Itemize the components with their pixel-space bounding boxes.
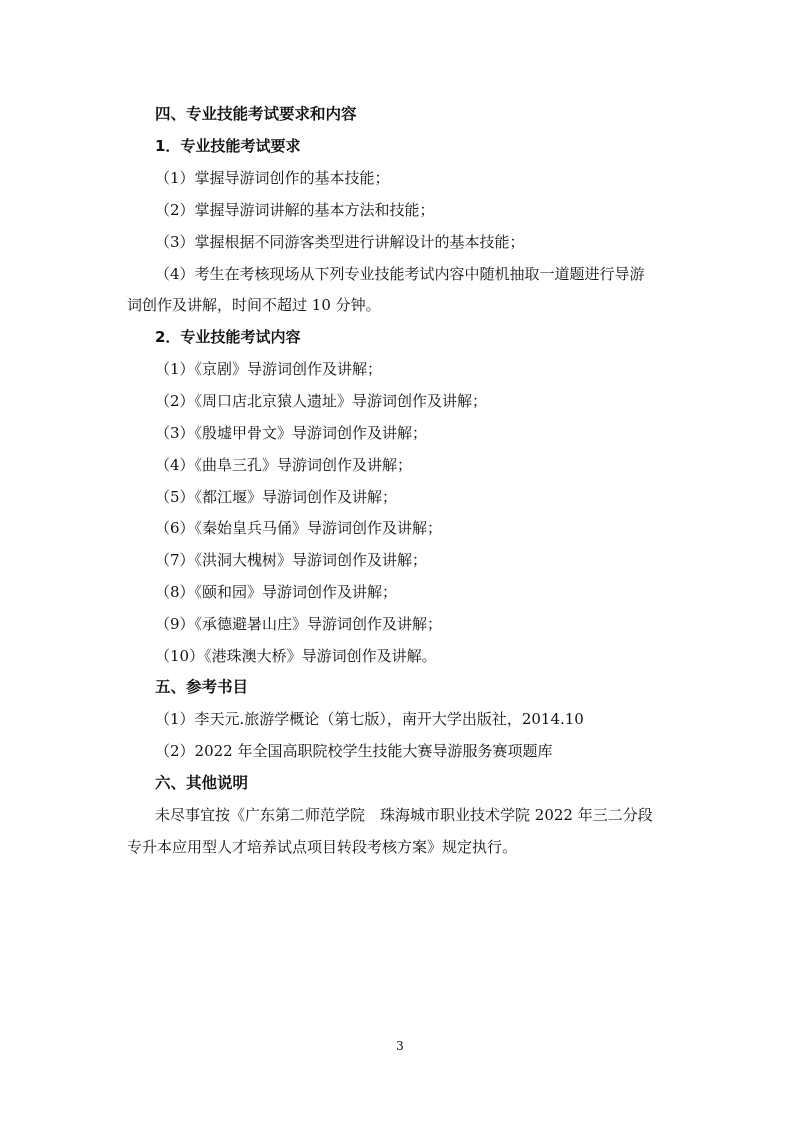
content-item: （9）《承德避暑山庄》导游词创作及讲解；: [155, 615, 443, 633]
requirement-item: （1）掌握导游词创作的基本技能；: [155, 169, 390, 187]
section-4-heading: 四、专业技能考试要求和内容: [155, 105, 357, 123]
subsection-1-heading: 1．专业技能考试要求: [155, 137, 301, 155]
page-number: 3: [396, 1039, 404, 1053]
content-item: （10）《港珠澳大桥》导游词创作及讲解。: [155, 647, 437, 665]
content-item: （8）《颐和园》导游词创作及讲解；: [155, 583, 398, 601]
section-6-heading: 六、其他说明: [155, 774, 249, 792]
requirement-item: （4）考生在考核现场从下列专业技能考试内容中随机抽取一道题进行导游: [155, 265, 645, 283]
content-item: （6）《秦始皇兵马俑》导游词创作及讲解；: [155, 519, 443, 537]
subsection-2-heading: 2．专业技能考试内容: [155, 328, 301, 346]
requirement-item: （2）掌握导游词讲解的基本方法和技能；: [155, 201, 435, 219]
content-item: （7）《洪洞大槐树》导游词创作及讲解；: [155, 551, 428, 569]
content-item: （3）《殷墟甲骨文》导游词创作及讲解；: [155, 424, 428, 442]
content-item: （2）《周口店北京猿人遗址》导游词创作及讲解；: [155, 392, 488, 410]
requirement-item: （3）掌握根据不同游客类型进行讲解设计的基本技能；: [155, 233, 525, 251]
section-5-heading: 五、参考书目: [155, 678, 249, 696]
content-item: （5）《都江堰》导游词创作及讲解；: [155, 488, 398, 506]
reference-item: （1）李天元.旅游学概论（第七版），南开大学出版社，2014.10: [155, 710, 584, 728]
content-item: （4）《曲阜三孔》导游词创作及讲解；: [155, 456, 413, 474]
reference-item: （2）2022 年全国高职院校学生技能大赛导游服务赛项题库: [155, 742, 553, 760]
other-notes-line: 未尽事宜按《广东第二师范学院 珠海城市职业技术学院 2022 年三二分段: [155, 806, 653, 824]
content-item: （1）《京剧》导游词创作及讲解；: [155, 360, 383, 378]
other-notes-line: 专升本应用型人才培养试点项目转段考核方案》规定执行。: [127, 838, 518, 856]
requirement-item-continuation: 词创作及讲解，时间不超过 10 分钟。: [127, 296, 381, 314]
